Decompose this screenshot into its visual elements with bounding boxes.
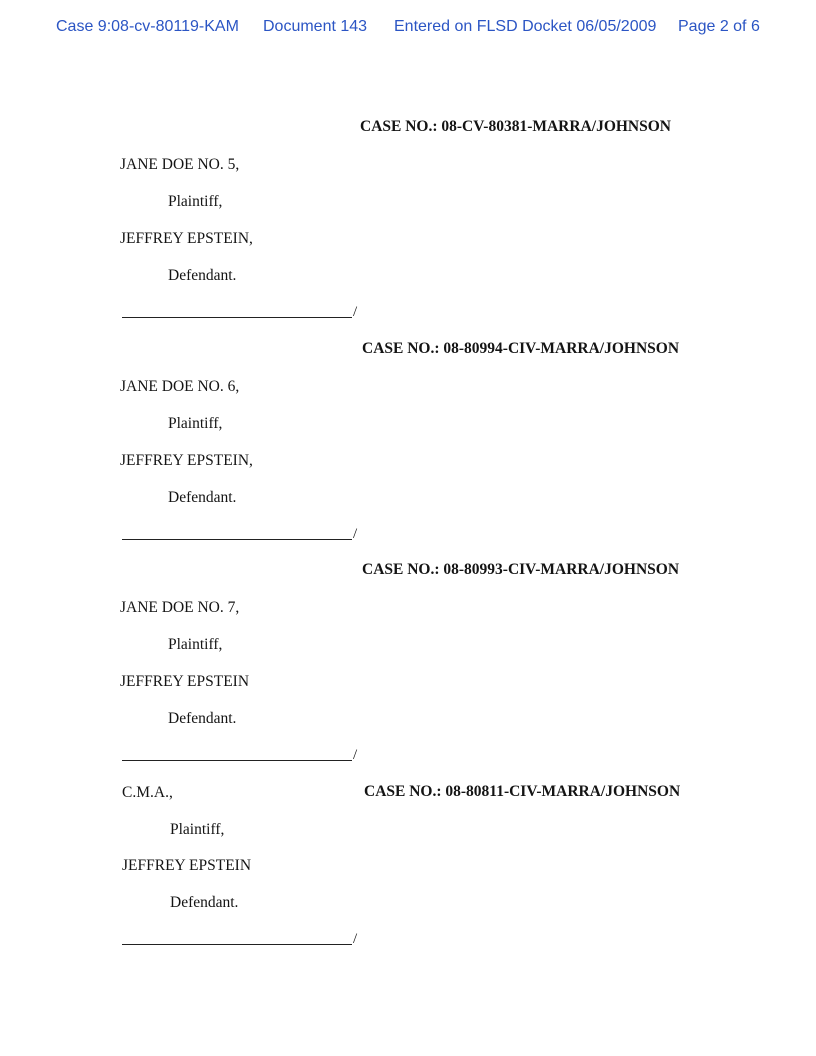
defendant-label: Defendant. <box>168 710 237 727</box>
signature-slash: / <box>353 526 358 542</box>
signature-slash: / <box>353 747 358 763</box>
header-case-number: Case 9:08-cv-80119-KAM <box>56 18 239 35</box>
defendant-name: JEFFREY EPSTEIN, <box>120 452 253 469</box>
header-document-number: Document 143 <box>263 18 368 35</box>
signature-rule <box>122 760 352 761</box>
signature-slash: / <box>353 304 358 320</box>
plaintiff-name: JANE DOE NO. 5, <box>120 156 240 173</box>
plaintiff-label: Plaintiff, <box>168 636 223 653</box>
defendant-label: Defendant. <box>170 894 239 911</box>
case-number: CASE NO.: 08-80811-CIV-MARRA/JOHNSON <box>364 783 681 800</box>
header-page-number: Page 2 of 6 <box>678 18 760 35</box>
signature-rule <box>122 944 352 945</box>
plaintiff-name: JANE DOE NO. 7, <box>120 599 240 616</box>
defendant-name: JEFFREY EPSTEIN, <box>120 230 253 247</box>
docket-header <box>0 18 816 38</box>
plaintiff-name: JANE DOE NO. 6, <box>120 378 240 395</box>
plaintiff-label: Plaintiff, <box>168 415 223 432</box>
case-number: CASE NO.: 08-80993-CIV-MARRA/JOHNSON <box>362 561 680 578</box>
defendant-name: JEFFREY EPSTEIN <box>122 857 252 874</box>
defendant-label: Defendant. <box>168 267 237 284</box>
defendant-name: JEFFREY EPSTEIN <box>120 673 250 690</box>
plaintiff-name: C.M.A., <box>122 784 173 801</box>
plaintiff-label: Plaintiff, <box>170 821 225 838</box>
defendant-label: Defendant. <box>168 489 237 506</box>
signature-rule <box>122 317 352 318</box>
case-number: CASE NO.: 08-80994-CIV-MARRA/JOHNSON <box>362 340 680 357</box>
signature-slash: / <box>353 931 358 947</box>
plaintiff-label: Plaintiff, <box>168 193 223 210</box>
case-number: CASE NO.: 08-CV-80381-MARRA/JOHNSON <box>360 118 671 135</box>
header-entered-date: Entered on FLSD Docket 06/05/2009 <box>394 18 657 35</box>
signature-rule <box>122 539 352 540</box>
